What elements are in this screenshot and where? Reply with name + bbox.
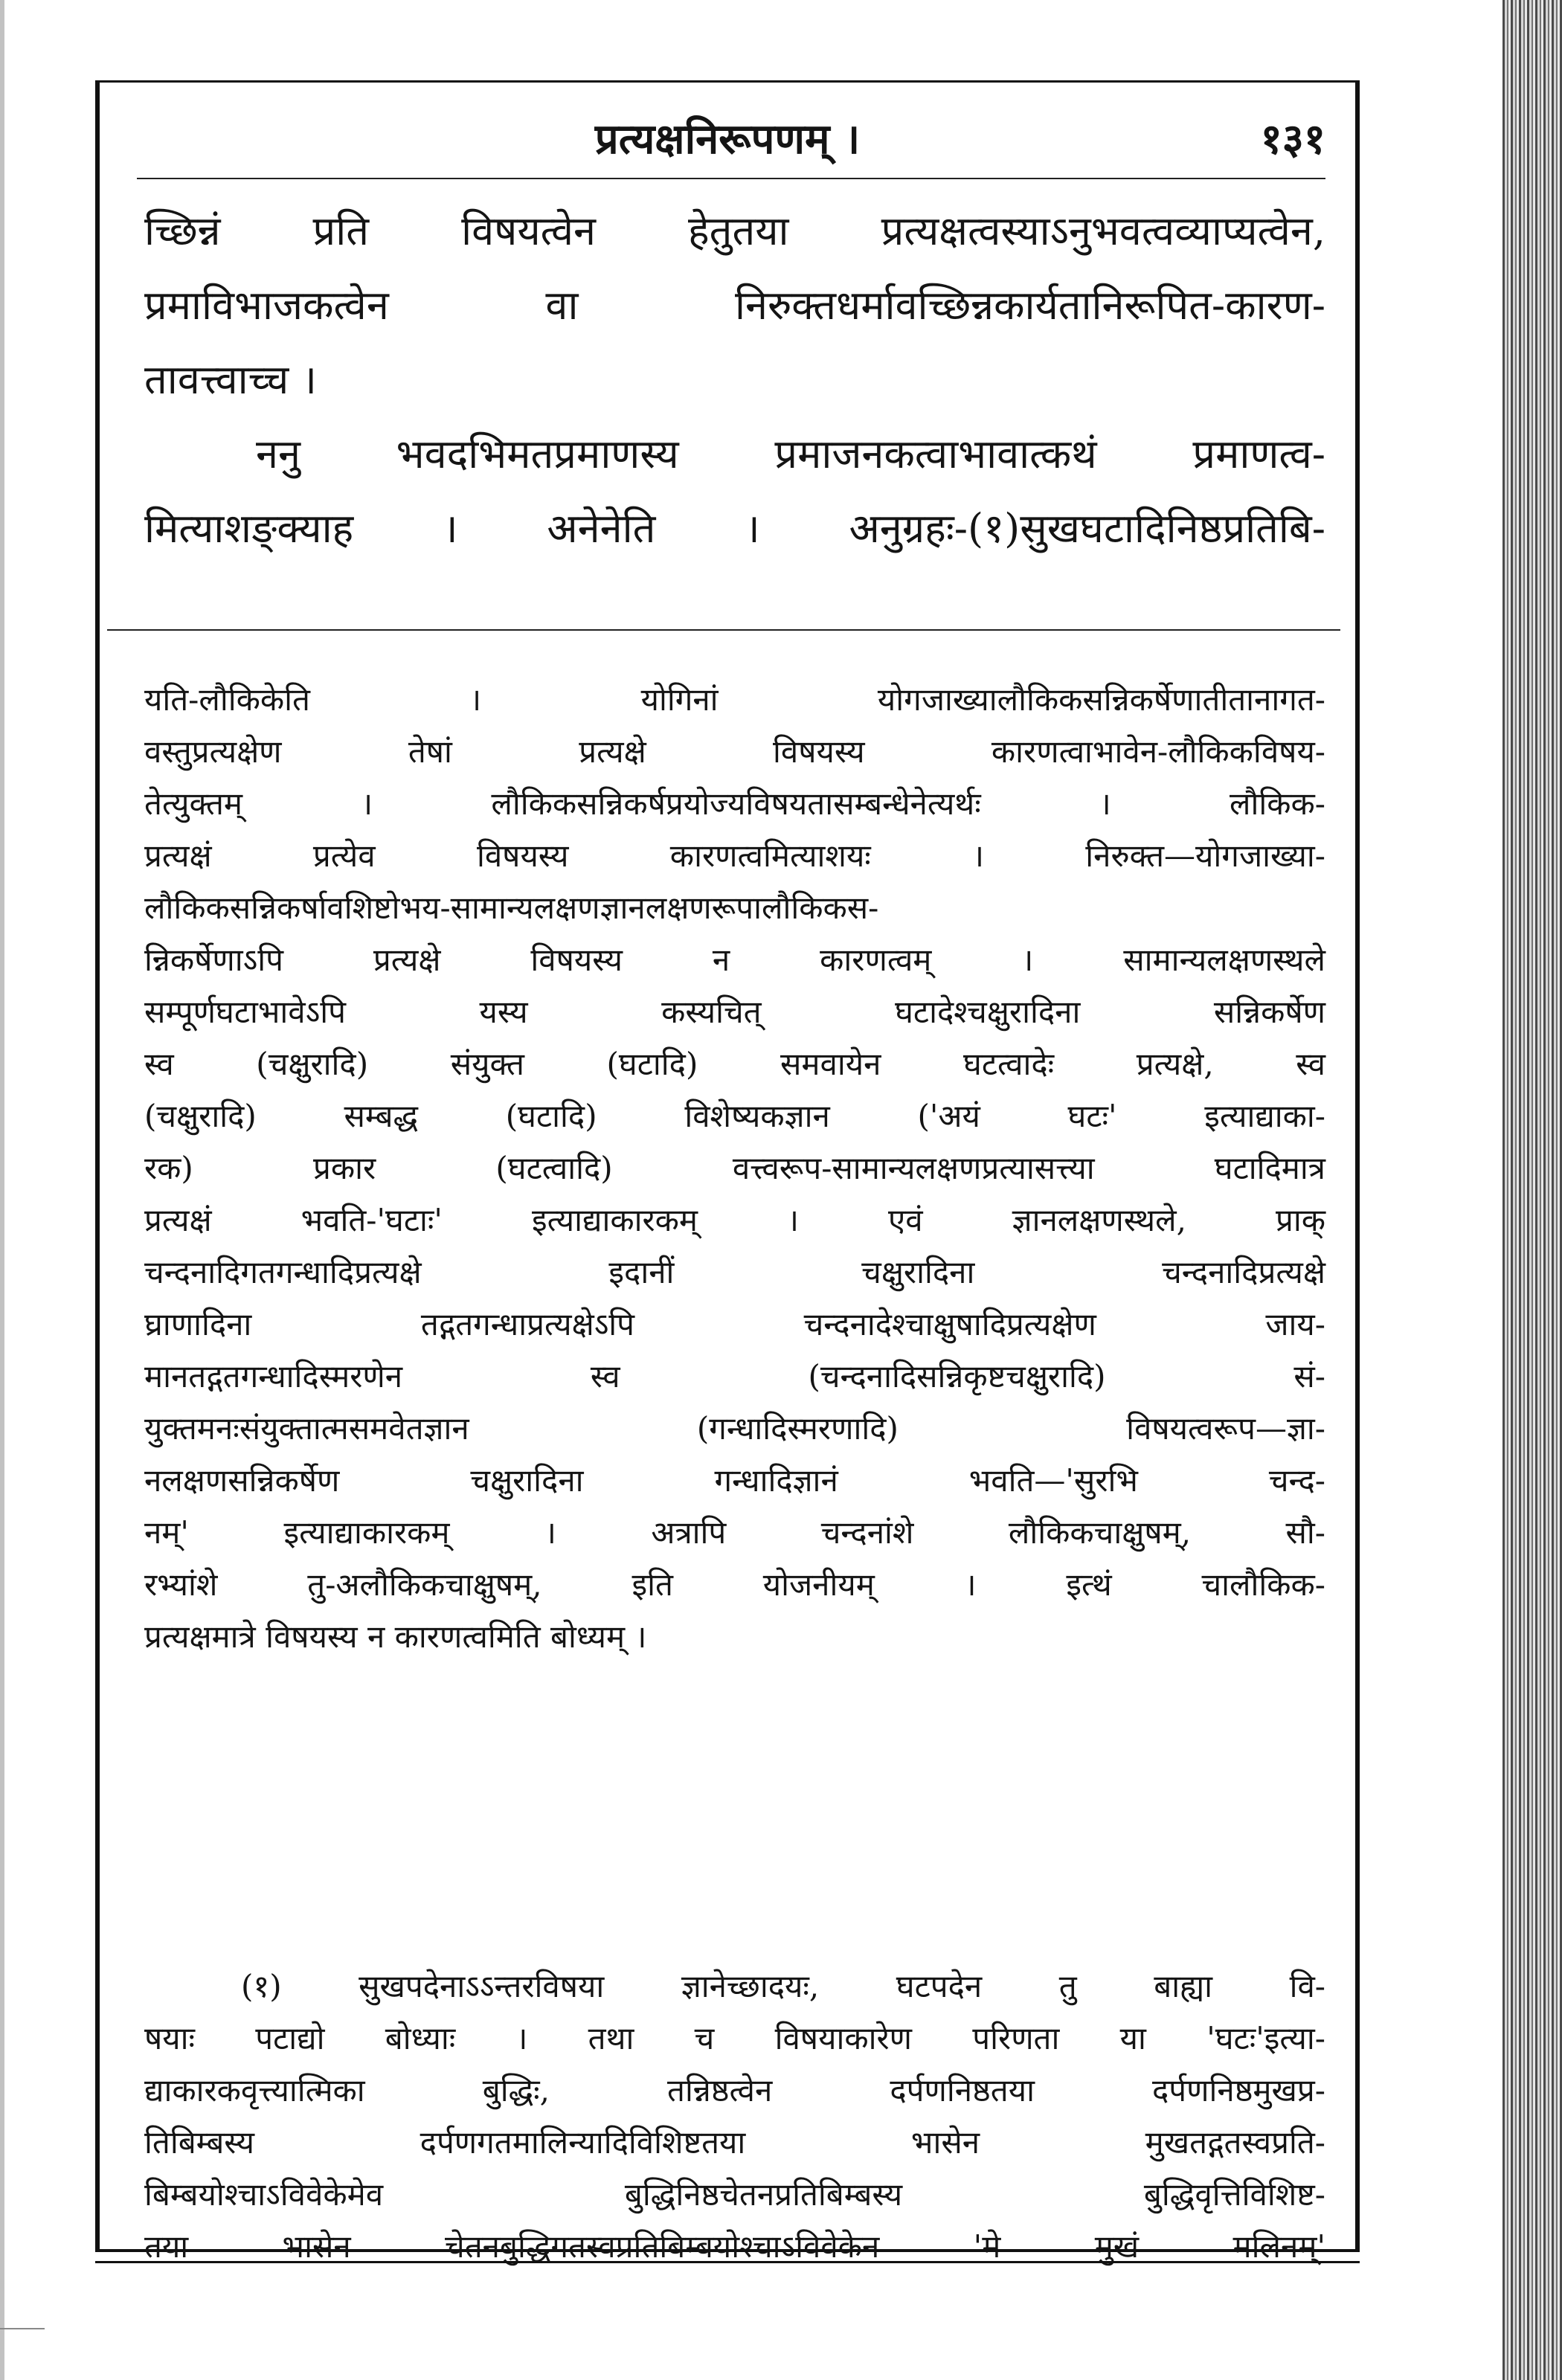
commentary-line: लौकिकसन्निकर्षावशिष्टोभय-सामान्यलक्षणज्ञानलक्षणरूपालौकिकस-	[144, 890, 879, 926]
running-title: प्रत्यक्षनिरूपणम् ।	[594, 115, 861, 164]
commentary-line: रभ्यांशे तु-अलौकिकचाक्षुषम्, इति योजनीयम् । इत्थं चालौकिक-	[144, 1566, 1325, 1603]
commentary-line: यति-लौकिकेति । योगिनां योगजाख्यालौकिकसन्निकर्षेणातीतानागत-	[144, 681, 1325, 718]
page-number: १३१	[1260, 115, 1325, 164]
commentary-line: प्रत्यक्षं प्रत्येव विषयस्य कारणत्वमित्याशयः । निरुक्त—योगजाख्या-	[144, 837, 1325, 874]
commentary-line: (चक्षुरादि) सम्बद्ध (घटादि) विशेष्यकज्ञान ('अयं घटः' इत्याद्याका-	[144, 1098, 1325, 1134]
bottom-rule	[95, 2261, 1360, 2263]
footnote-line: द्याकारकवृत्त्यात्मिका बुद्धिः, तन्निष्ठत्वेन दर्पणनिष्ठतया दर्पणनिष्ठमुखप्र-	[144, 2072, 1325, 2109]
commentary-line: रक) प्रकार (घटत्वादि) वत्त्वरूप-सामान्यलक्षणप्रत्यासत्त्या घटादिमात्र	[144, 1150, 1325, 1186]
commentary-line: तेत्युक्तम् । लौकिकसन्निकर्षप्रयोज्यविषयतासम्बन्धेनेत्यर्थः । लौकिक-	[144, 785, 1325, 822]
commentary-line: स्व (चक्षुरादि) संयुक्त (घटादि) समवायेन घटत्वादेः प्रत्यक्षे, स्व	[144, 1046, 1325, 1082]
main-line: तावत्त्वाच्च ।	[144, 356, 317, 403]
commentary-line: घ्राणादिना तद्गतगन्धाप्रत्यक्षेऽपि चन्दनादेश्चाक्षुषादिप्रत्यक्षेण जाय-	[144, 1306, 1325, 1342]
footnote-line: (१) सुखपदेनाऽऽन्तरविषया ज्ञानेच्छादयः, घटपदेन तु बाह्या वि-	[241, 1968, 1325, 2004]
running-head	[100, 105, 1355, 187]
commentary-line: नलक्षणसन्निकर्षेण चक्षुरादिना गन्धादिज्ञानं भवति—'सुरभि चन्द-	[144, 1462, 1325, 1499]
scan-right-edge	[1502, 0, 1562, 2380]
scan-left-edge	[0, 0, 4, 2380]
scan-corner-mark	[0, 2328, 45, 2329]
commentary-line: सम्पूर्णघटाभावेऽपि यस्य कस्यचित् घटादेश्चक्षुरादिना सन्निकर्षेण	[144, 994, 1325, 1030]
commentary-line: प्रत्यक्षं भवति-'घटाः' इत्याद्याकारकम् । एवं ज्ञानलक्षणस्थले, प्राक्	[144, 1202, 1325, 1238]
main-line: मित्याशङ्क्याह । अनेनेति । अनुग्रहः-(१)सुखघटादिनिष्ठप्रतिबि-	[144, 505, 1325, 552]
footnote-line: तया भासेन चेतनबुद्धिगतस्वप्रतिबिम्बयोश्चाऽविवेकेन 'मे मुखं मलिनम्'	[144, 2228, 1325, 2265]
commentary	[144, 674, 1325, 1663]
commentary-line: मानतद्गतगन्धादिस्मरणेन स्व (चन्दनादिसन्निकृष्टचक्षुरादि) सं-	[144, 1358, 1325, 1395]
main-line: ननु भवदभिमतप्रमाणस्य प्रमाजनकत्वाभावात्कथं प्रमाणत्व-	[256, 431, 1325, 477]
commentary-line: वस्तुप्रत्यक्षेण तेषां प्रत्यक्षे विषयस्य कारणत्वाभावेन-लौकिकविषय-	[144, 733, 1325, 770]
commentary-line: न्निकर्षेणाऽपि प्रत्यक्षे विषयस्य न कारणत्वम् । सामान्यलक्षणस्थले	[144, 942, 1325, 978]
commentary-line: चन्दनादिगतगन्धादिप्रत्यक्षे इदानीं चक्षुरादिना चन्दनादिप्रत्यक्षे	[144, 1254, 1325, 1290]
header-rule	[137, 178, 1325, 179]
footnote	[144, 1961, 1325, 2273]
section-rule	[107, 629, 1340, 631]
main-line: च्छिन्नं प्रति विषयत्वेन हेतुतया प्रत्यक्षत्वस्याऽनुभवत्वव्याप्यत्वेन,	[144, 208, 1325, 254]
commentary-line: नम्' इत्याद्याकारकम् । अत्रापि चन्दनांशे लौकिकचाक्षुषम्, सौ-	[144, 1514, 1325, 1551]
commentary-line: प्रत्यक्षमात्रे विषयस्य न कारणत्वमिति बोध्यम् ।	[144, 1618, 647, 1655]
main-line: प्रमाविभाजकत्वेन वा निरुक्तधर्मावच्छिन्नकार्यतानिरूपित-कारण-	[144, 282, 1325, 329]
footnote-line: षयाः पटाद्यो बोध्याः । तथा च विषयाकारेण परिणता या 'घटः'इत्या-	[144, 2020, 1325, 2056]
footnote-line: बिम्बयोश्चाऽविवेकेमेव बुद्धिनिष्ठचेतनप्रतिबिम्बस्य बुद्धिवृत्तिविशिष्ट-	[144, 2176, 1325, 2213]
commentary-line: युक्तमनःसंयुक्तात्मसमवेतज्ञान (गन्धादिस्मरणादि) विषयत्वरूप—ज्ञा-	[144, 1410, 1325, 1447]
main-text	[144, 194, 1325, 566]
footnote-line: तिबिम्बस्य दर्पणगतमालिन्यादिविशिष्टतया भासेन मुखतद्गतस्वप्रति-	[144, 2124, 1325, 2161]
page-frame	[95, 80, 1360, 2265]
